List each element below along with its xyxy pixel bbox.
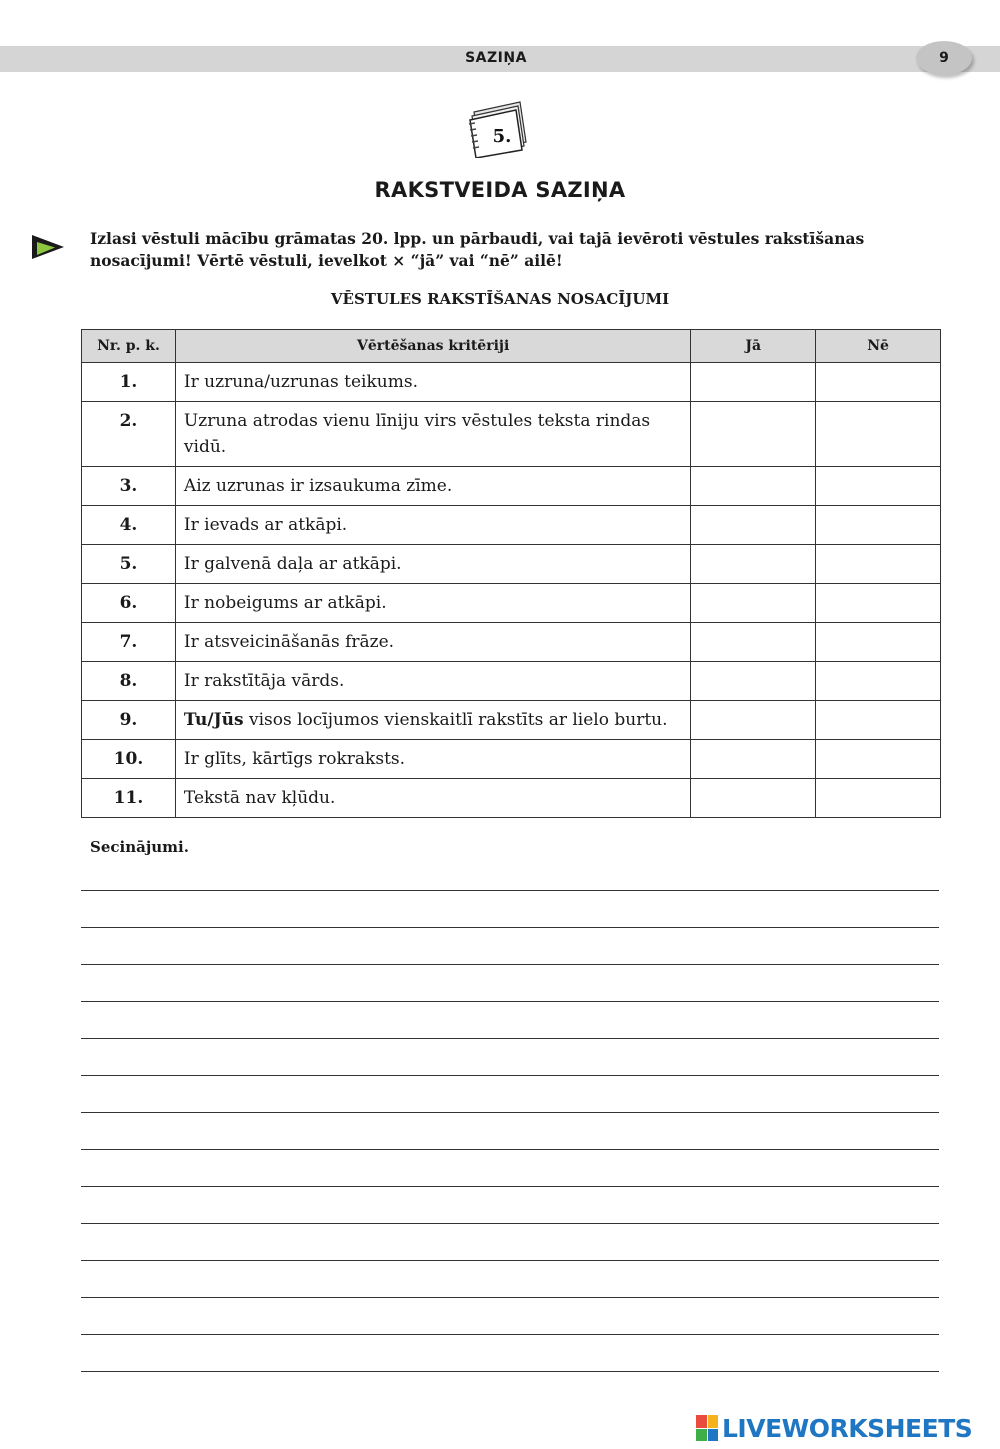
row-criterion: Uzruna atrodas vienu līniju virs vēstules teksta rindas vidū. — [175, 402, 690, 467]
header-title: SAZIŅA — [465, 50, 527, 66]
row-number: 8. — [82, 662, 176, 701]
writing-line[interactable] — [81, 890, 939, 891]
writing-line[interactable] — [81, 1112, 939, 1113]
table-row — [82, 506, 941, 545]
yes-cell[interactable] — [691, 545, 816, 584]
row-criterion-rest: visos locījumos vienskaitlī rakstīts ar lielo burtu. — [243, 710, 668, 730]
criteria-table — [81, 329, 941, 818]
watermark-text: LIVEWORKSHEETS — [722, 1413, 973, 1443]
yes-cell[interactable] — [691, 363, 816, 402]
no-cell[interactable] — [816, 402, 941, 467]
instruction-text: Izlasi vēstuli mācību grāmatas 20. lpp. un pārbaudi, vai tajā ievēroti vēstules rakstīšanas nosacījumi! Vērtē vēstuli, ievelkot × “jā” vai “nē” ailē! — [90, 229, 865, 270]
writing-line[interactable] — [81, 1297, 939, 1298]
no-cell[interactable] — [816, 467, 941, 506]
row-criterion: Ir rakstītāja vārds. — [175, 662, 690, 701]
row-number: 11. — [82, 779, 176, 818]
yes-cell[interactable] — [691, 779, 816, 818]
row-number: 2. — [82, 402, 176, 467]
writing-line[interactable] — [81, 1223, 939, 1224]
header-criteria: Vērtēšanas kritēriji — [175, 330, 690, 363]
conclusion-label: Secinājumi. — [90, 838, 189, 856]
row-criterion: Ir uzruna/uzrunas teikums. — [175, 363, 690, 402]
writing-line[interactable] — [81, 1371, 939, 1372]
row-number: 6. — [82, 584, 176, 623]
yes-cell[interactable] — [691, 506, 816, 545]
writing-line[interactable] — [81, 1038, 939, 1039]
yes-cell[interactable] — [691, 662, 816, 701]
page-number-badge: 9 — [916, 41, 972, 75]
row-criterion: Ir glīts, kārtīgs rokraksts. — [175, 740, 690, 779]
no-cell[interactable] — [816, 363, 941, 402]
table-row — [82, 701, 941, 740]
yes-cell[interactable] — [691, 701, 816, 740]
table-row — [82, 623, 941, 662]
writing-line[interactable] — [81, 1001, 939, 1002]
no-cell[interactable] — [816, 740, 941, 779]
table-header-row — [82, 330, 941, 363]
writing-line[interactable] — [81, 1149, 939, 1150]
writing-line[interactable] — [81, 1260, 939, 1261]
row-number: 1. — [82, 363, 176, 402]
yes-cell[interactable] — [691, 623, 816, 662]
play-arrow-icon — [30, 233, 66, 261]
liveworksheets-mark-icon — [696, 1415, 718, 1441]
header-yes: Jā — [691, 330, 816, 363]
table-row — [82, 779, 941, 818]
row-criterion-bold: Tu/Jūs — [183, 710, 244, 730]
table-row — [82, 662, 941, 701]
no-cell[interactable] — [816, 623, 941, 662]
table-row — [82, 584, 941, 623]
no-cell[interactable] — [816, 506, 941, 545]
row-criterion: Ir nobeigums ar atkāpi. — [175, 584, 690, 623]
table-row — [82, 402, 941, 467]
no-cell[interactable] — [816, 584, 941, 623]
row-number: 9. — [82, 701, 176, 740]
writing-line[interactable] — [81, 1334, 939, 1335]
no-cell[interactable] — [816, 701, 941, 740]
writing-line[interactable] — [81, 964, 939, 965]
row-number: 7. — [82, 623, 176, 662]
table-row — [82, 467, 941, 506]
writing-line[interactable] — [81, 1075, 939, 1076]
row-number: 10. — [82, 740, 176, 779]
writing-line[interactable] — [81, 927, 939, 928]
yes-cell[interactable] — [691, 584, 816, 623]
table-title: VĒSTULES RAKSTĪŠANAS NOSACĪJUMI — [330, 290, 670, 308]
row-criterion: Ir galvenā daļa ar atkāpi. — [175, 545, 690, 584]
yes-cell[interactable] — [691, 467, 816, 506]
no-cell[interactable] — [816, 545, 941, 584]
notebook-icon — [466, 98, 536, 158]
row-number: 3. — [82, 467, 176, 506]
no-cell[interactable] — [816, 779, 941, 818]
task-number: 5. — [492, 126, 512, 147]
table-row — [82, 545, 941, 584]
row-criterion: Ir atsveicināšanās frāze. — [175, 623, 690, 662]
header-nr: Nr. p. k. — [82, 330, 176, 363]
header-no: Nē — [816, 330, 941, 363]
yes-cell[interactable] — [691, 402, 816, 467]
liveworksheets-logo — [696, 1412, 972, 1444]
row-criterion — [175, 701, 690, 740]
row-criterion: Aiz uzrunas ir izsaukuma zīme. — [175, 467, 690, 506]
yes-cell[interactable] — [691, 740, 816, 779]
section-title: RAKSTVEIDA SAZIŅA — [374, 178, 626, 202]
table-row — [82, 740, 941, 779]
writing-line[interactable] — [81, 1186, 939, 1187]
row-criterion: Tekstā nav kļūdu. — [175, 779, 690, 818]
no-cell[interactable] — [816, 662, 941, 701]
row-criterion: Ir ievads ar atkāpi. — [175, 506, 690, 545]
table-row — [82, 363, 941, 402]
row-number: 4. — [82, 506, 176, 545]
row-number: 5. — [82, 545, 176, 584]
